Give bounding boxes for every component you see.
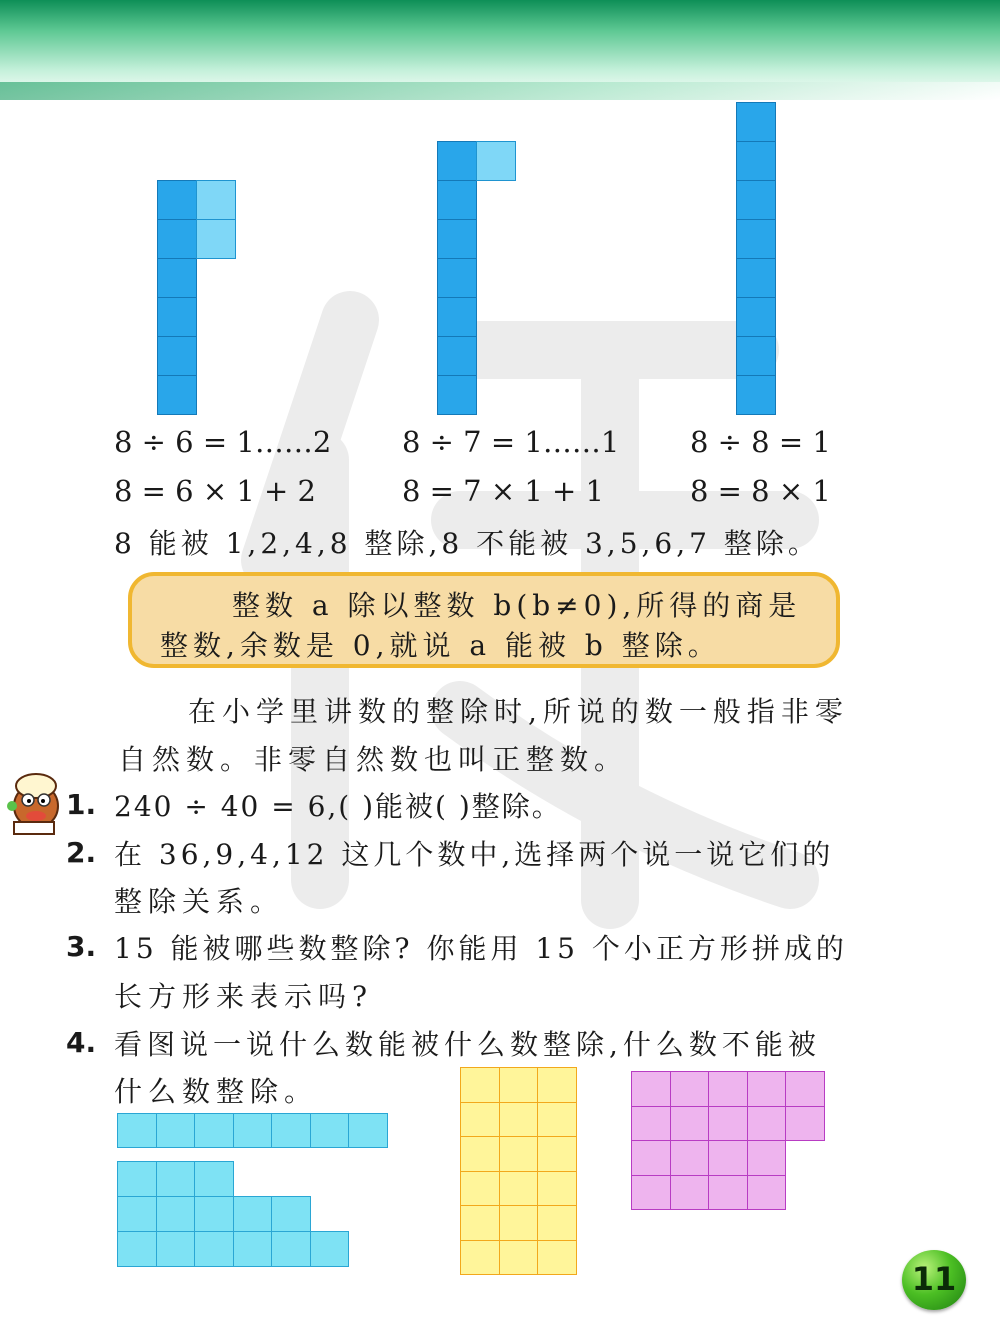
square-cyan <box>156 1113 196 1148</box>
square-cyan <box>271 1113 311 1148</box>
square-cyan <box>156 1231 196 1267</box>
square-cyan <box>233 1196 273 1232</box>
square-yellow <box>460 1240 500 1276</box>
square-cyan <box>194 1196 234 1232</box>
square-cyan <box>156 1161 196 1197</box>
square-dark <box>736 219 776 259</box>
square-pink <box>670 1140 710 1176</box>
square-cyan <box>271 1231 311 1267</box>
square-pink <box>785 1071 825 1107</box>
square-pink <box>747 1071 787 1107</box>
square-dark <box>437 141 477 181</box>
square-dark <box>437 375 477 415</box>
square-dark <box>437 297 477 337</box>
square-cyan <box>117 1196 157 1232</box>
square-cyan <box>117 1161 157 1197</box>
square-dark <box>736 258 776 298</box>
square-pink <box>708 1175 748 1211</box>
square-pink <box>747 1140 787 1176</box>
equation-col1-division: 8 ÷ 6 = 1……2 <box>114 425 332 459</box>
square-cyan <box>194 1161 234 1197</box>
square-yellow <box>460 1171 500 1207</box>
square-dark <box>736 180 776 220</box>
square-pink <box>670 1106 710 1142</box>
equation-col2-division: 8 ÷ 7 = 1……1 <box>402 425 620 459</box>
equation-col1-multiplication: 8 = 6 × 1 + 2 <box>114 474 317 508</box>
square-yellow <box>537 1240 577 1276</box>
definition-line-1: 整数 a 除以整数 b(b≠0),所得的商是 <box>232 589 802 622</box>
square-light <box>196 180 236 220</box>
square-dark <box>157 336 197 376</box>
exercise-1-number: 1. <box>66 788 97 821</box>
square-pink <box>631 1106 671 1142</box>
square-pink <box>747 1175 787 1211</box>
square-pink <box>708 1106 748 1142</box>
square-cyan <box>117 1231 157 1267</box>
definition-line-2: 整数,余数是 0,就说 a 能被 b 整除。 <box>160 629 721 662</box>
square-yellow <box>499 1171 539 1207</box>
square-dark <box>736 375 776 415</box>
exercise-1-text: 240 ÷ 40 = 6,( )能被( )整除。 <box>114 790 562 823</box>
square-pink <box>670 1071 710 1107</box>
square-cyan <box>117 1113 157 1148</box>
square-cyan <box>348 1113 388 1148</box>
exercise-2-number: 2. <box>66 836 97 869</box>
square-pink <box>747 1106 787 1142</box>
exercise-4-line-2: 什么数整除。 <box>114 1075 319 1108</box>
exercise-4-line-1: 看图说一说什么数能被什么数整除,什么数不能被 <box>114 1028 821 1061</box>
square-cyan <box>194 1113 234 1148</box>
square-yellow <box>499 1067 539 1103</box>
square-pink <box>708 1140 748 1176</box>
square-pink <box>708 1071 748 1107</box>
exercise-4-number: 4. <box>66 1026 97 1059</box>
equation-col2-multiplication: 8 = 7 × 1 + 1 <box>402 474 605 508</box>
header-band <box>0 0 1000 100</box>
exercise-3-number: 3. <box>66 930 97 963</box>
square-yellow <box>460 1136 500 1172</box>
square-dark <box>157 258 197 298</box>
square-cyan <box>310 1231 350 1267</box>
equation-col3-multiplication: 8 = 8 × 1 <box>690 474 831 508</box>
square-light <box>196 219 236 259</box>
square-yellow <box>537 1102 577 1138</box>
square-yellow <box>499 1205 539 1241</box>
square-cyan <box>233 1113 273 1148</box>
square-dark <box>437 258 477 298</box>
square-cyan <box>156 1196 196 1232</box>
square-dark <box>157 375 197 415</box>
exercise-2-line-2: 整除关系。 <box>114 885 285 918</box>
paragraph-line-1: 在小学里讲数的整除时,所说的数一般指非零 <box>188 695 849 728</box>
paragraph-line-2: 自然数。非零自然数也叫正整数。 <box>118 743 629 776</box>
square-pink <box>631 1175 671 1211</box>
exercise-2-line-1: 在 36,9,4,12 这几个数中,选择两个说一说它们的 <box>114 838 835 871</box>
square-cyan <box>194 1231 234 1267</box>
square-dark <box>736 297 776 337</box>
square-yellow <box>537 1171 577 1207</box>
equation-col3-division: 8 ÷ 8 = 1 <box>690 425 831 459</box>
square-yellow <box>460 1067 500 1103</box>
mascot-icon <box>6 766 68 836</box>
square-dark <box>437 336 477 376</box>
square-cyan <box>310 1113 350 1148</box>
summary-line: 8 能被 1,2,4,8 整除,8 不能被 3,5,6,7 整除。 <box>114 527 820 560</box>
square-dark <box>736 102 776 142</box>
page-number: 11 <box>911 1260 957 1298</box>
page-number-badge <box>902 1250 966 1310</box>
exercise-3-line-2: 长方形来表示吗? <box>114 980 374 1013</box>
square-dark <box>736 141 776 181</box>
square-yellow <box>537 1067 577 1103</box>
square-dark <box>157 180 197 220</box>
square-yellow <box>499 1102 539 1138</box>
square-yellow <box>537 1205 577 1241</box>
square-pink <box>631 1140 671 1176</box>
square-cyan <box>271 1196 311 1232</box>
square-yellow <box>460 1205 500 1241</box>
square-yellow <box>499 1240 539 1276</box>
square-dark <box>736 336 776 376</box>
square-pink <box>785 1106 825 1142</box>
square-yellow <box>537 1136 577 1172</box>
square-dark <box>437 180 477 220</box>
square-cyan <box>233 1231 273 1267</box>
square-pink <box>670 1175 710 1211</box>
square-dark <box>157 297 197 337</box>
square-dark <box>437 219 477 259</box>
exercise-3-line-1: 15 能被哪些数整除? 你能用 15 个小正方形拼成的 <box>114 932 848 965</box>
square-light <box>476 141 516 181</box>
square-dark <box>157 219 197 259</box>
square-yellow <box>499 1136 539 1172</box>
square-pink <box>631 1071 671 1107</box>
square-yellow <box>460 1102 500 1138</box>
definition-box <box>128 572 840 668</box>
